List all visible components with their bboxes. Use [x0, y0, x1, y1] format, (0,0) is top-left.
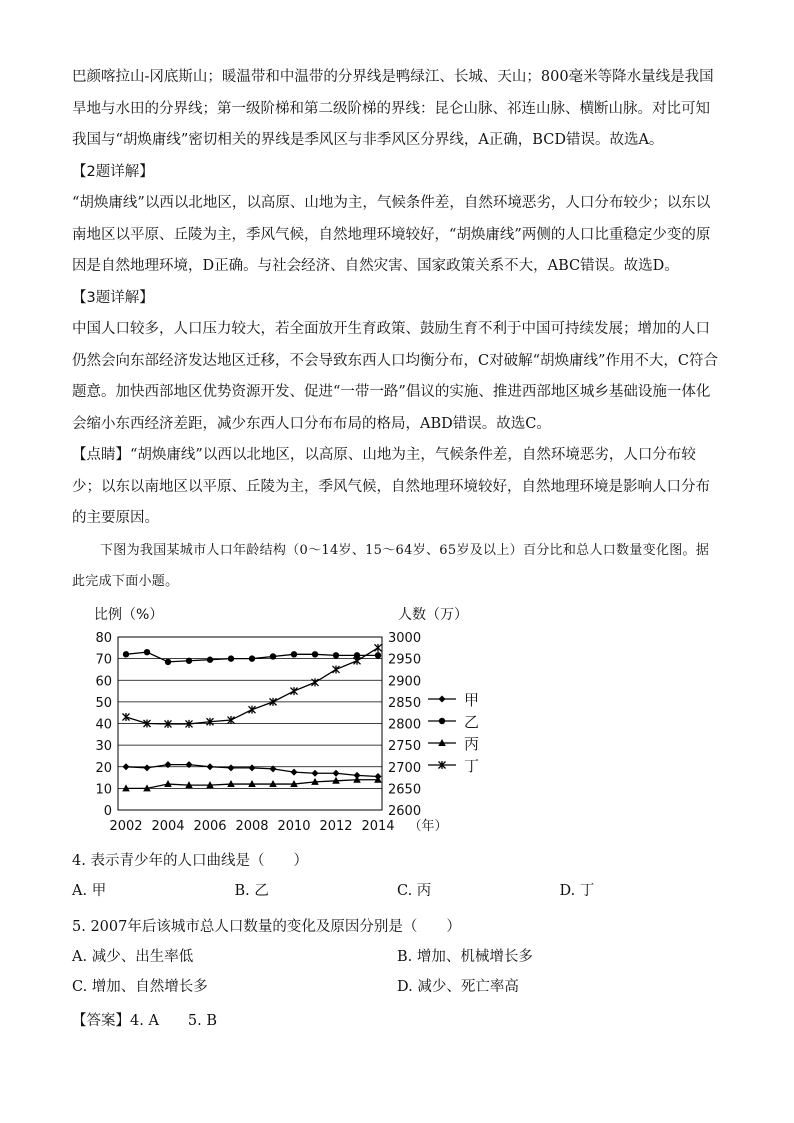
section-2-heading: 【2题详解】: [72, 163, 154, 180]
series-point-乙: [333, 652, 339, 658]
series-point-甲: [207, 763, 214, 770]
x-tick-label: 2014: [361, 818, 395, 834]
series-point-乙: [270, 653, 276, 659]
series-point-甲: [228, 764, 235, 771]
y-left-tick-label: 30: [95, 738, 112, 754]
y-left-tick-label: 80: [95, 630, 112, 646]
y-right-tick-label: 2900: [388, 673, 422, 689]
y-left-tick-label: 60: [95, 673, 112, 689]
series-point-乙: [165, 658, 171, 664]
question-4-options: [72, 876, 722, 906]
section-2-text: “胡焕庸线”以西以北地区，以高原、山地为主，气候条件差，自然环境恶劣，人口分布较少；以东以南地区以平原、丘陵为主，季风气候，自然地理环境较好，“胡焕庸线”两侧的人口比重稳定少变的原因是自然地理环境，D正确。与社会经济、自然灾害、国家政策关系不大，ABC错误。故选D。: [72, 195, 711, 274]
legend-label-乙: 乙: [464, 712, 480, 731]
series-point-甲: [333, 769, 340, 776]
question-4-option-d[interactable]: D. 丁: [559, 882, 595, 899]
y-right-tick-label: 2850: [388, 695, 422, 711]
paragraph-1: 巴颜喀拉山-冈底斯山；暖温带和中温带的分界线是鸭绿江、长城、天山；800毫米等降水量线是我国旱地与水田的分界线；第一级阶梯和第二级阶梯的界线：昆仑山脉、祁连山脉、横断山脉。对比可知我国与“胡焕庸线”密切相关的界线是季风区与非季风区分界线，A正确，BCD错误。故选A。: [72, 69, 714, 148]
series-point-乙: [291, 651, 297, 657]
question-4-stem: 4. 表示青少年的人口曲线是（ ）: [72, 852, 308, 869]
series-point-丁: [249, 705, 256, 713]
series-point-甲: [144, 764, 151, 771]
y-right-tick-label: 3000: [388, 630, 422, 646]
series-point-乙: [207, 656, 213, 662]
population-chart: [72, 605, 492, 840]
y-left-tick-label: 20: [95, 760, 112, 776]
series-point-甲: [123, 763, 130, 770]
legend-marker-乙: [439, 717, 445, 723]
x-tick-label: 2010: [277, 818, 311, 834]
y-left-tick-label: 50: [95, 695, 112, 711]
y-left-tick-label: 10: [95, 781, 112, 797]
chart-svg: [72, 605, 492, 840]
series-point-丁: [354, 656, 361, 664]
legend-label-甲: 甲: [464, 690, 480, 709]
x-tick-label: 2002: [109, 818, 143, 834]
x-tick-label: 2006: [193, 818, 227, 834]
question-4-option-c[interactable]: C. 丙: [397, 882, 432, 899]
question-5-option-d[interactable]: D. 减少、死亡率高: [397, 978, 519, 995]
y-right-tick-label: 2700: [388, 760, 422, 776]
y-left-tick-label: 40: [95, 717, 112, 732]
series-point-乙: [249, 655, 255, 661]
legend-marker-甲: [439, 695, 446, 702]
answer-text: 4. A 5. B: [130, 1012, 218, 1029]
question-4-option-b[interactable]: B. 乙: [234, 882, 269, 899]
x-tick-label: 2004: [151, 818, 185, 834]
question-5-options-row-1: [72, 942, 722, 972]
series-point-乙: [144, 648, 150, 654]
question-intro: 下图为我国某城市人口年龄结构（0～14岁、15～64岁、65岁及以上）百分比和总人口数量变化图。据此完成下面小题。: [72, 542, 710, 589]
answer-line: [72, 1006, 722, 1036]
document-page: [72, 62, 722, 1036]
section-3-heading: 【3题详解】: [72, 289, 154, 306]
y-right-tick-label: 2950: [388, 652, 422, 668]
y-left-axis-label: 比例（%）: [94, 606, 164, 623]
series-point-丁: [375, 643, 382, 651]
y-right-tick-label: 2650: [388, 781, 422, 797]
x-axis-label: （年）: [408, 818, 448, 834]
question-5-option-b[interactable]: B. 增加、机械增长多: [397, 948, 533, 965]
y-right-tick-label: 2750: [388, 738, 422, 754]
series-point-乙: [228, 655, 234, 661]
legend-label-丁: 丁: [464, 756, 480, 775]
series-point-乙: [312, 651, 318, 657]
x-tick-label: 2012: [319, 818, 353, 834]
question-5-option-c[interactable]: C. 增加、自然增长多: [72, 978, 208, 995]
y-left-tick-label: 70: [95, 652, 112, 668]
question-5-options-row-2: [72, 972, 722, 1002]
dianjing-tag: 【点睛】: [72, 447, 130, 463]
series-point-乙: [123, 651, 129, 657]
section-3-text: 中国人口较多，人口压力较大，若全面放开生育政策、鼓励生育不利于中国可持续发展；增加的人口仍然会向东部经济发达地区迁移，不会导致东西人口均衡分布，C对破解“胡焕庸线”作用不大，C符合题意。加快西部地区优势资源开发、促进“一带一路”倡议的实施、推进西部地区城乡基础设施一体化会缩小东西经济差距，减少东西人口分布布局的格局，ABD错误。故选C。: [72, 321, 719, 432]
series-point-甲: [312, 769, 319, 776]
series-point-丁: [291, 687, 298, 695]
y-left-tick-label: 0: [103, 803, 112, 819]
dianjing-paragraph: [72, 440, 722, 535]
y-right-tick-label: 2600: [388, 803, 422, 819]
series-point-乙: [186, 657, 192, 663]
x-tick-label: 2008: [235, 818, 269, 834]
y-right-tick-label: 2800: [388, 717, 422, 732]
series-point-乙: [375, 652, 381, 658]
series-point-丁: [312, 678, 319, 686]
series-point-甲: [291, 768, 298, 775]
question-5-stem: 5. 2007年后该城市总人口数量的变化及原因分别是（ ）: [72, 918, 461, 935]
question-5-option-a[interactable]: A. 减少、出生率低: [72, 948, 194, 965]
legend-label-丙: 丙: [464, 734, 480, 753]
question-4-option-a[interactable]: A. 甲: [72, 882, 107, 899]
y-right-axis-label: 人数（万）: [398, 606, 468, 623]
answer-tag: 【答案】: [72, 1012, 130, 1029]
series-point-甲: [249, 764, 256, 771]
dianjing-text: “胡焕庸线”以西以北地区，以高原、山地为主，气候条件差，自然环境恶劣，人口分布较少；以东以南地区以平原、丘陵为主，季风气候，自然地理环境较好，自然地理环境是影响人口分布的主要原因。: [72, 447, 710, 526]
series-point-丁: [123, 713, 130, 721]
series-point-丁: [333, 665, 340, 673]
